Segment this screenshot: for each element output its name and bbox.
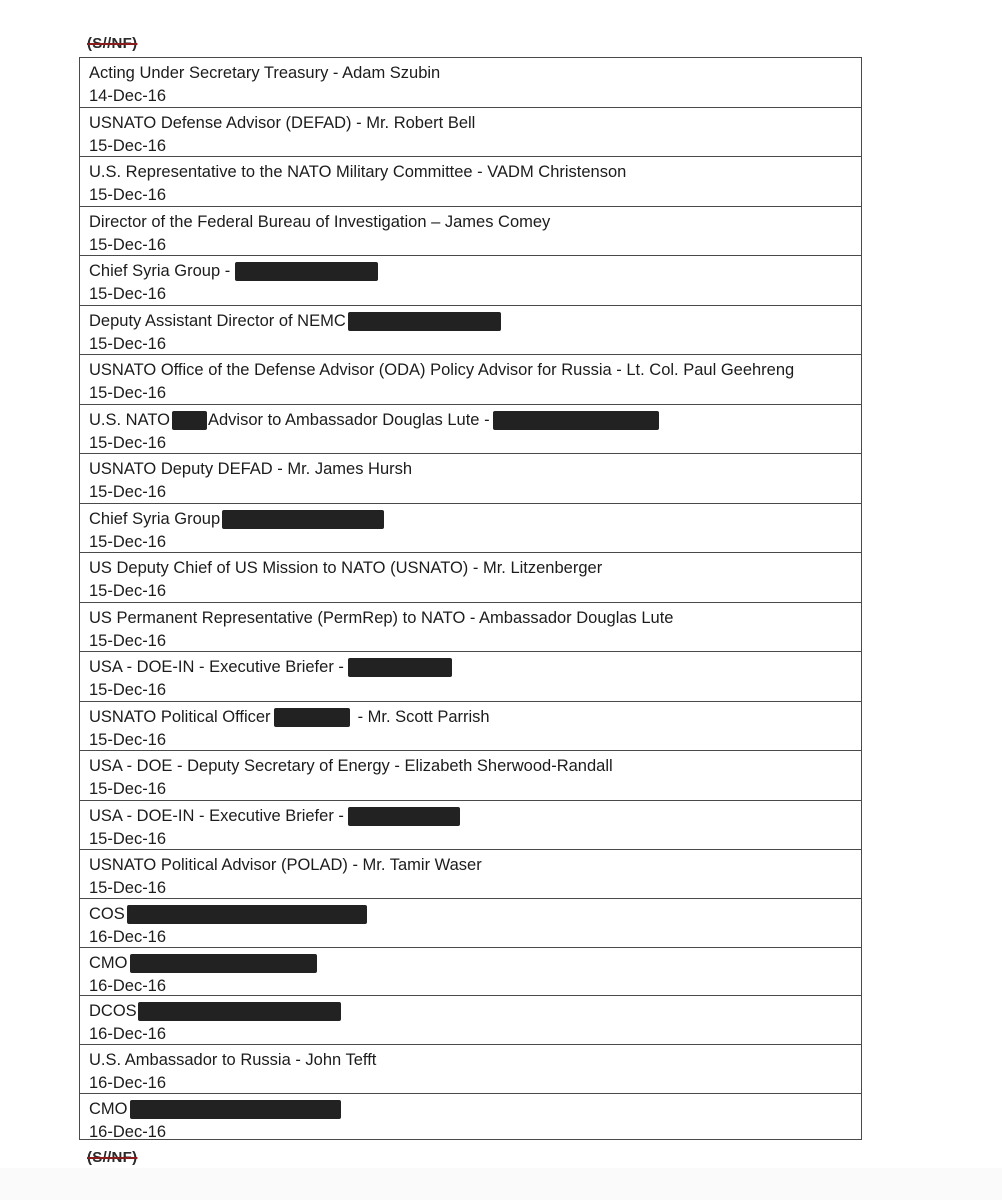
entry-date: 16-Dec-16 — [89, 977, 167, 995]
table-row — [80, 850, 861, 899]
entry-title-line — [89, 310, 861, 333]
entry-title: USNATO Political Advisor (POLAD) - Mr. Tamir Waser — [89, 856, 482, 874]
entry-date: 15-Dec-16 — [89, 533, 167, 551]
entry-title: U.S. Representative to the NATO Military Committee - VADM Christenson — [89, 163, 627, 181]
entry-title-line — [89, 1000, 861, 1023]
entry-title: COS — [89, 905, 125, 923]
entry-title-line — [89, 903, 861, 926]
redaction-block — [130, 1100, 341, 1119]
entry-title-line — [89, 508, 861, 531]
redaction-block — [348, 807, 460, 826]
entry-title: USA - DOE-IN - Executive Briefer - — [89, 807, 344, 825]
table-row — [80, 801, 861, 850]
entry-title: USA - DOE - Deputy Secretary of Energy - Elizabeth Sherwood-Randall — [89, 757, 613, 775]
table-row — [80, 207, 861, 256]
entry-date: 15-Dec-16 — [89, 186, 167, 204]
redaction-block — [235, 262, 378, 281]
entry-date: 15-Dec-16 — [89, 137, 167, 155]
classification-marking-bottom: (S//NF) — [87, 1149, 138, 1166]
entry-date: 15-Dec-16 — [89, 236, 167, 254]
entry-title-part2: - Mr. Scott Parrish — [357, 708, 490, 726]
entry-title-line — [89, 260, 861, 283]
entry-date: 15-Dec-16 — [89, 830, 167, 848]
redaction-block — [222, 510, 384, 529]
table-row — [80, 256, 861, 306]
redaction-block — [348, 312, 501, 331]
entry-date: 15-Dec-16 — [89, 681, 167, 699]
table-row — [80, 157, 861, 207]
entry-date: 16-Dec-16 — [89, 1123, 167, 1141]
entry-title-line — [89, 805, 861, 828]
entry-title: U.S. Ambassador to Russia - John Tefft — [89, 1051, 377, 1069]
entry-date: 16-Dec-16 — [89, 1074, 167, 1092]
entry-date: 15-Dec-16 — [89, 632, 167, 650]
table-row — [80, 603, 861, 652]
entry-date: 15-Dec-16 — [89, 384, 167, 402]
entry-title-part2: Advisor to Ambassador Douglas Lute - — [208, 411, 490, 429]
entry-title-line — [89, 409, 861, 432]
entry-date: 14-Dec-16 — [89, 87, 167, 105]
visitor-log-table — [79, 57, 862, 1140]
table-row — [80, 355, 861, 405]
entry-date: 16-Dec-16 — [89, 1025, 167, 1043]
entry-title: CMO — [89, 954, 128, 972]
entry-title-line — [89, 706, 861, 729]
table-row — [80, 1094, 861, 1143]
table-row — [80, 108, 861, 157]
page-bottom-edge — [0, 1168, 1002, 1200]
table-row — [80, 58, 861, 108]
entry-date: 15-Dec-16 — [89, 731, 167, 749]
entry-date: 15-Dec-16 — [89, 285, 167, 303]
entry-date: 15-Dec-16 — [89, 780, 167, 798]
entry-title: Deputy Assistant Director of NEMC — [89, 312, 346, 330]
entry-title: US Deputy Chief of US Mission to NATO (USNATO) - Mr. Litzenberger — [89, 559, 603, 577]
entry-date: 15-Dec-16 — [89, 335, 167, 353]
entry-date: 15-Dec-16 — [89, 434, 167, 452]
table-row — [80, 405, 861, 454]
entry-title: US Permanent Representative (PermRep) to NATO - Ambassador Douglas Lute — [89, 609, 674, 627]
redaction-block — [348, 658, 452, 677]
classification-marking-top: (S//NF) — [87, 35, 138, 52]
entry-title: USNATO Deputy DEFAD - Mr. James Hursh — [89, 460, 413, 478]
entry-title-line — [89, 656, 861, 679]
entry-date: 16-Dec-16 — [89, 928, 167, 946]
entry-title-part1: U.S. NATO — [89, 411, 170, 429]
entry-title: Acting Under Secretary Treasury - Adam Szubin — [89, 64, 441, 82]
entry-title: Chief Syria Group — [89, 510, 221, 528]
redaction-block — [493, 411, 659, 430]
table-row — [80, 948, 861, 996]
redaction-block — [172, 411, 207, 430]
entry-title: USA - DOE-IN - Executive Briefer - — [89, 658, 344, 676]
table-row — [80, 899, 861, 948]
entry-title-part1: USNATO Political Officer — [89, 708, 271, 726]
redaction-block — [138, 1002, 341, 1021]
table-row — [80, 306, 861, 355]
entry-date: 15-Dec-16 — [89, 483, 167, 501]
entry-title: USNATO Office of the Defense Advisor (ODA) Policy Advisor for Russia - Lt. Col. Paul Geehreng — [89, 361, 795, 379]
entry-title-line — [89, 1098, 861, 1121]
entry-title: Director of the Federal Bureau of Investigation – James Comey — [89, 213, 551, 231]
table-row — [80, 751, 861, 801]
redaction-block — [130, 954, 317, 973]
entry-date: 15-Dec-16 — [89, 582, 167, 600]
table-row — [80, 454, 861, 504]
entry-title: USNATO Defense Advisor (DEFAD) - Mr. Robert Bell — [89, 114, 476, 132]
redaction-block — [274, 708, 350, 727]
table-row — [80, 504, 861, 553]
entry-title: DCOS — [89, 1002, 137, 1020]
entry-title-line — [89, 952, 861, 975]
table-row — [80, 996, 861, 1045]
entry-title: CMO — [89, 1100, 128, 1118]
entry-title: Chief Syria Group - — [89, 262, 231, 280]
table-row — [80, 553, 861, 603]
table-row — [80, 702, 861, 751]
table-row — [80, 652, 861, 702]
table-row — [80, 1045, 861, 1094]
redaction-block — [127, 905, 367, 924]
entry-date: 15-Dec-16 — [89, 879, 167, 897]
